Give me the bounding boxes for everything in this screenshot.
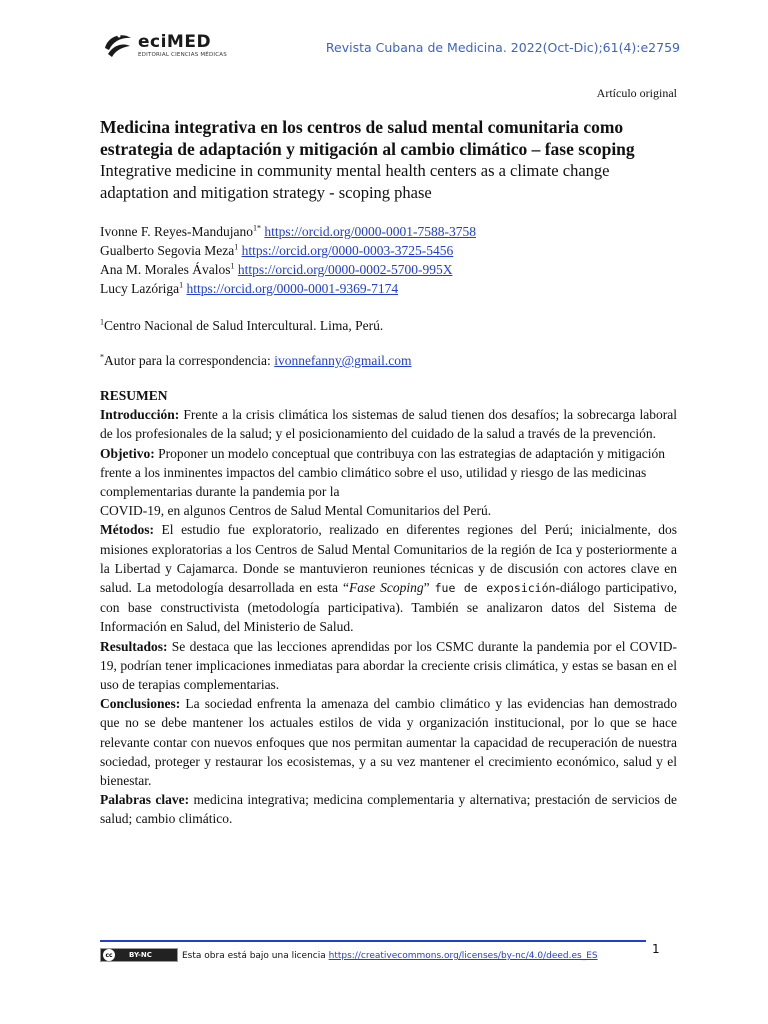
author-superscript: 1	[230, 261, 235, 271]
license-notice	[182, 951, 598, 961]
intro-label: Introducción:	[100, 407, 180, 423]
affiliation-text: Centro Nacional de Salud Intercultural. Lima, Perú.	[104, 318, 384, 333]
methods-italic-term: Fase Scoping	[348, 580, 424, 596]
abstract-keywords	[100, 790, 677, 828]
correspondence-email-link[interactable]: ivonnefanny@gmail.com	[274, 353, 412, 368]
author-entry	[100, 222, 677, 241]
abstract-objective-continued: COVID-19, en algunos Centros de Salud Mental Comunitarios del Perú.	[100, 503, 492, 519]
abstract-results	[100, 637, 677, 695]
journal-citation: Revista Cubana de Medicina. 2022(Oct-Dic);61(4):e2759	[325, 40, 680, 55]
author-superscript: 1	[179, 280, 184, 290]
author-name: Ana M. Morales Ávalos	[100, 262, 231, 277]
author-name: Gualberto Segovia Meza	[100, 243, 235, 258]
methods-text: El estudio fue exploratorio, realizado en diferentes regiones del Perú; inicialmente, dos misiones exploratorias a los Centros de Salud Mental Comunitarios de la región de Ica y posteriormente a la Libertad y Cajamarca. Donde se mantuvieron reuniones técnicas y de discusión con actores clave en salud. La metodología desarrollada en esta “	[100, 522, 677, 596]
cc-license-badge[interactable]	[100, 948, 178, 962]
footer-rule	[100, 940, 646, 942]
abstract-methods	[100, 520, 677, 636]
conclusions-label: Conclusiones:	[100, 696, 181, 712]
methods-label: Métodos:	[100, 522, 154, 538]
results-label: Resultados:	[100, 638, 168, 654]
cc-icon: cc	[103, 949, 115, 961]
article-content	[100, 116, 677, 829]
abstract-heading: RESUMEN	[100, 388, 168, 403]
ecimed-leaf-icon	[102, 30, 134, 62]
cc-badge-text: BY-NC	[129, 951, 152, 959]
objective-text: Proponer un modelo conceptual que contribuya con las estrategias de adaptación y mitigación frente a los inminentes impactos del cambio climático sobre el uso, utilidad y riesgo de las medicinas complementarias durante la pandemia por la	[100, 445, 665, 500]
author-name: Ivonne F. Reyes-Mandujano	[100, 224, 254, 239]
logo-subtitle: EDITORIAL CIENCIAS MÉDICAS	[138, 52, 227, 58]
abstract-objective	[100, 444, 677, 502]
methods-text-end: -diálogo participativo, con base constructivista (metodología participativa). También se analizaron datos del Sistema de Información en Salud, del Ministerio de Salud.	[100, 580, 677, 635]
author-superscript: 1	[234, 242, 239, 252]
title-english: Integrative medicine in community mental health centers as a climate change adaptation and mitigation strategy - scoping phase	[100, 161, 610, 202]
logo-text: eciMED	[138, 32, 212, 52]
affiliation-superscript: 1	[100, 317, 104, 327]
keywords-label: Palabras clave:	[100, 792, 190, 808]
title-spanish: Medicina integrativa en los centros de salud mental comunitaria como estrategia de adaptación y mitigación al cambio climático – fase scoping	[100, 117, 635, 159]
correspondence-label: Autor para la correspondencia:	[104, 353, 275, 368]
author-list	[100, 222, 677, 298]
results-text: Se destaca que las lecciones aprendidas por los CSMC durante la pandemia por el COVID-19, podrían tener implicaciones inmediatas para abordar la creciente crisis climática, y estas se basan en el uso de terapias complementarias.	[100, 638, 677, 693]
article-type: Artículo original	[596, 86, 677, 100]
abstract-conclusions	[100, 694, 677, 790]
orcid-link[interactable]: https://orcid.org/0000-0002-5700-995X	[237, 262, 453, 277]
author-entry	[100, 241, 677, 260]
author-entry	[100, 260, 677, 279]
author-superscript: 1*	[253, 223, 262, 233]
abstract-introduction	[100, 405, 677, 443]
conclusions-text: La sociedad enfrenta la amenaza del cambio climático y las evidencias han demostrado que no se debe mantener los actuales estilos de vida y organización institucional, por lo que se hace relevante contar con nuevos enfoques que nos permitan aumentar la capacidad de recuperación de nuestra sociedad, proteger y restaurar los ecosistemas, y a su vez mantener el crecimiento económico, salud y el bienestar.	[100, 696, 677, 789]
license-link[interactable]: https://creativecommons.org/licenses/by-nc/4.0/deed.es_ES	[328, 951, 598, 961]
keywords-text: medicina integrativa; medicina complementaria y alternativa; prestación de servicios de salud; cambio climático.	[100, 792, 677, 827]
ecimed-logo	[102, 30, 227, 64]
objective-label: Objetivo:	[100, 445, 155, 461]
orcid-link[interactable]: https://orcid.org/0000-0001-9369-7174	[186, 281, 399, 296]
methods-mono-text: fue de exposición	[434, 581, 556, 596]
orcid-link[interactable]: https://orcid.org/0000-0003-3725-5456	[241, 243, 454, 258]
license-text: Esta obra está bajo una licencia	[182, 951, 329, 961]
author-name: Lucy Lazóriga	[100, 281, 180, 296]
correspondence-superscript: *	[100, 352, 104, 362]
page-number: 1	[652, 942, 660, 956]
correspondence	[100, 351, 677, 370]
orcid-link[interactable]: https://orcid.org/0000-0001-7588-3758	[264, 224, 477, 239]
author-entry	[100, 279, 677, 298]
methods-quote: ”	[423, 580, 435, 596]
abstract	[100, 386, 677, 829]
affiliation	[100, 316, 677, 335]
intro-text: Frente a la crisis climática los sistemas de salud tienen dos desafíos; la sobrecarga laboral de los profesionales de la salud; y el posicionamiento del cuidado de la salud a través de la prevención.	[100, 407, 677, 442]
